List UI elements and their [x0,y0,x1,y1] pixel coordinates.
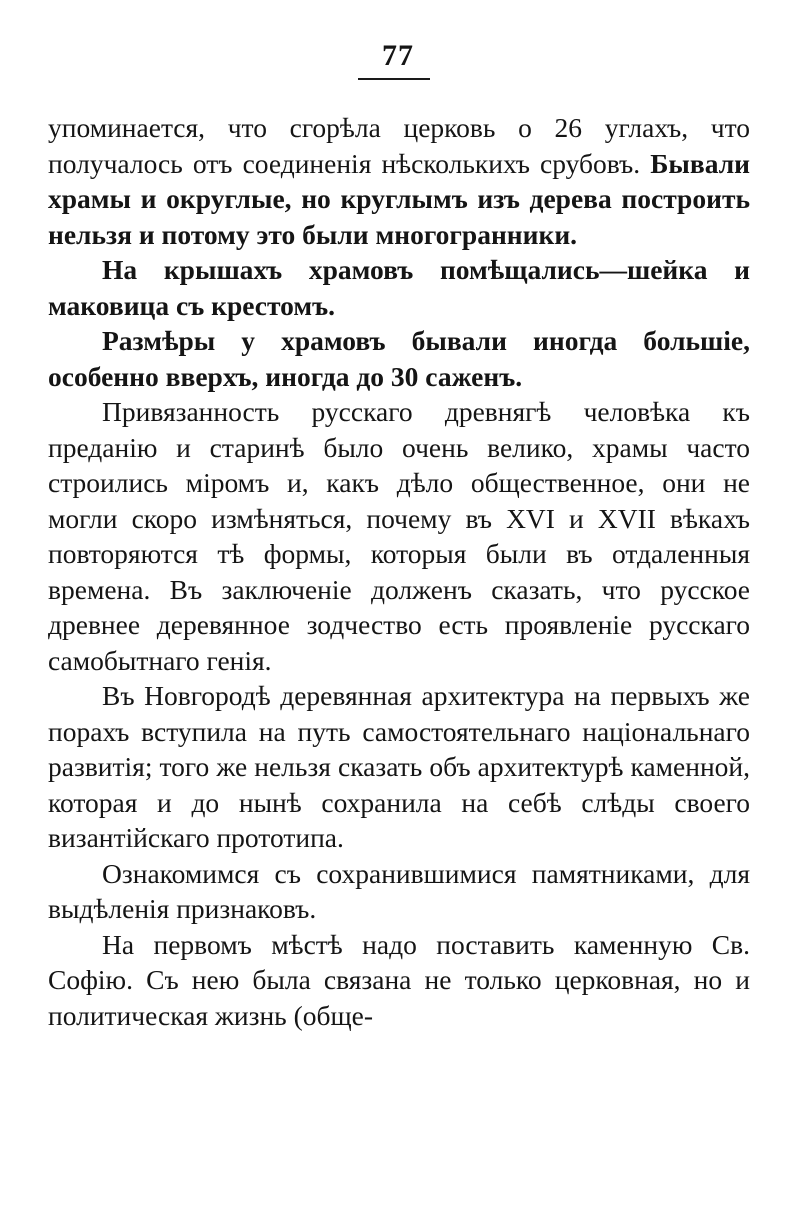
paragraph-2-segment-1: На крышахъ храмовъ помѣщались—шейка и маковица съ крестомъ. [48,254,750,321]
paragraph-1-segment-1: упоминается, что сгорѣла церковь о 26 углахъ, что получалось отъ соединенія нѣсколькихъ срубовъ. [48,112,750,179]
paragraph-1-segment-2: Бывали храмы и округлые, но круглымъ изъ дерева построить нельзя и потому это были многогранники. [48,147,750,250]
paragraph-7-segment-1: На первомъ мѣстѣ надо поставить каменную Св. Софію. Съ нею была связана не только церковная, но и политическая жизнь (обще- [48,928,750,1031]
paragraph-7 [48,927,750,1034]
paragraph-5-segment-1: Въ Новгородѣ деревянная архитектура на первыхъ же порахъ вступила на путь самостоятельнаго національнаго развитія; того же нельзя сказать объ архитектурѣ каменной, которая и до нынѣ сохранила на себѣ слѣды своего византійскаго прототипа. [48,680,750,853]
paragraph-3 [48,323,750,394]
page-number-underline [358,78,430,80]
paragraph-6-segment-1: Ознакомимся съ сохранившимися памятниками, для выдѣленія признаковъ. [48,857,750,924]
paragraph-5 [48,678,750,856]
paragraph-4 [48,394,750,678]
paragraph-6 [48,856,750,927]
paragraph-4-segment-1: Привязанность русскаго древнягѣ человѣка къ преданію и старинѣ было очень велико, храмы часто строились міромъ и, какъ дѣло общественное, они не могли скоро измѣняться, почему въ XVI и XVII вѣкахъ повторяются тѣ формы, которыя были въ отдаленныя времена. Въ заключеніе долженъ сказать, что русское древнее деревянное зодчество есть проявленіе русскаго самобытнаго генія. [48,396,750,676]
body-text [48,110,750,1033]
paragraph-2 [48,252,750,323]
paragraph-3-segment-1: Размѣры у храмовъ бывали иногда большіе, особенно вверхъ, иногда до 30 саженъ. [48,325,750,392]
page-number: 77 [382,39,414,72]
paragraph-1 [48,110,750,252]
